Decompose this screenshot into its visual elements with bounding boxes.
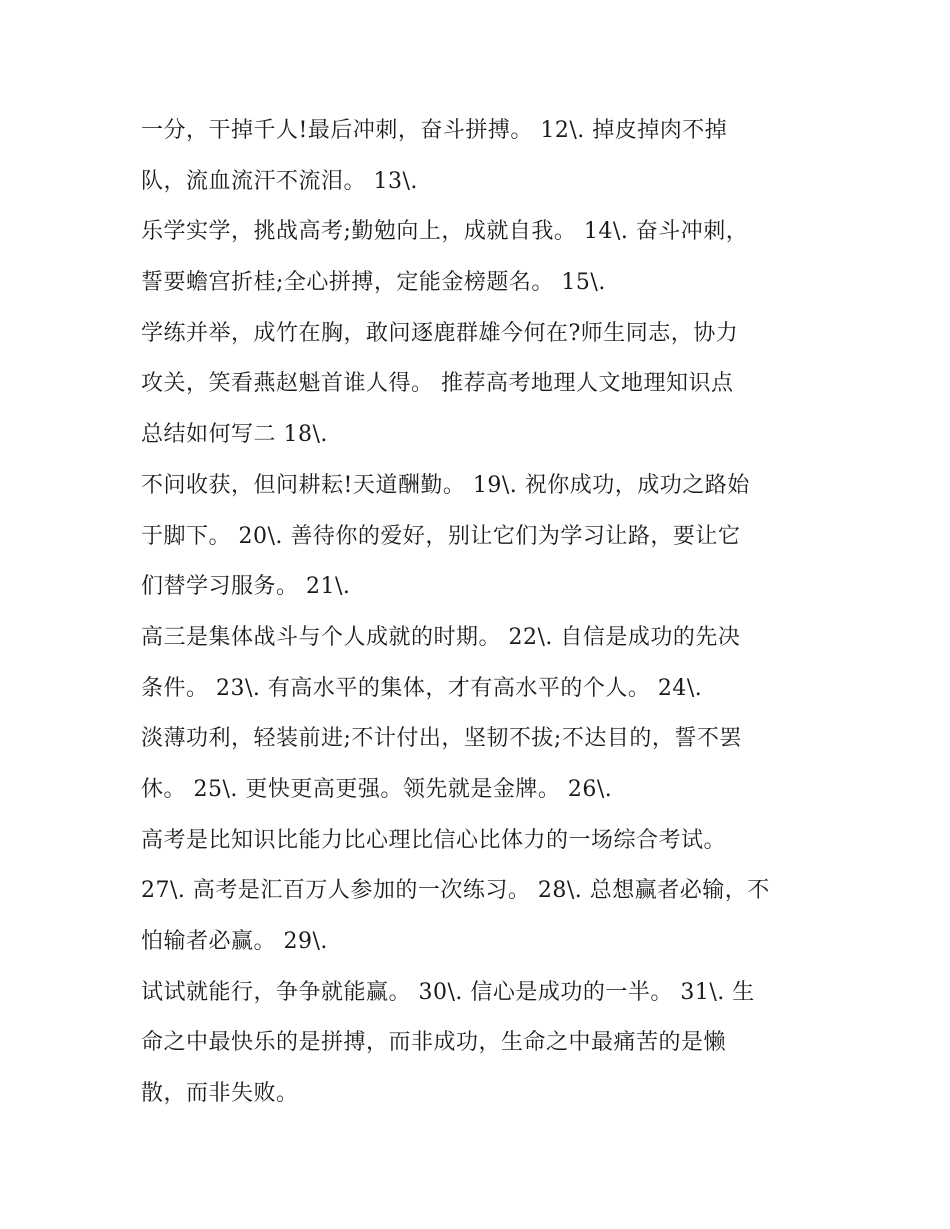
text-line: 一分，干掉千人!最后冲刺，奋斗拼搏。 12\. 掉皮掉肉不掉 — [141, 118, 728, 143]
text-line: 高三是集体战斗与个人成就的时期。 22\. 自信是成功的先决 — [141, 624, 741, 650]
text-line: 休。 25\. 更快更高更强。领先就是金牌。 26\. — [141, 776, 613, 802]
text-line: 于脚下。 20\. 善待你的爱好，别让它们为学习让路，要让它 — [141, 523, 741, 549]
text-line: 淡薄功利，轻装前进;不计付出，坚韧不拔;不达目的，誓不罢 — [141, 726, 742, 752]
text-line: 条件。 23\. 有高水平的集体，才有高水平的个人。 24\. — [141, 675, 703, 701]
text-line: 命之中最快乐的是拼搏，而非成功，生命之中最痛苦的是懒 — [141, 1030, 727, 1056]
text-line: 不问收获，但问耕耘!天道酬勤。 19\. 祝你成功，成功之路始 — [141, 472, 750, 498]
document-body — [141, 106, 841, 1120]
text-line: 高考是比知识比能力比心理比信心比体力的一场综合考试。 — [141, 827, 727, 853]
text-line: 攻关，笑看燕赵魁首谁人得。 推荐高考地理人文地理知识点 — [141, 371, 734, 397]
text-line: 散，而非失败。 — [141, 1081, 299, 1107]
text-line: 怕输者必赢。 29\. — [141, 929, 328, 954]
text-line: 队，流血流汗不流泪。 13\. — [141, 168, 418, 194]
text-line: 乐学实学，挑战高考;勤勉向上，成就自我。 14\. 奋斗冲刺， — [141, 219, 749, 245]
text-line: 誓要蟾宫折桂;全心拼搏，定能金榜题名。 15\. — [141, 270, 606, 296]
text-line: 27\. 高考是汇百万人参加的一次练习。 28\. 总想赢者必输，不 — [141, 878, 770, 904]
text-line: 试试就能行，争争就能赢。 30\. 信心是成功的一半。 31\. 生 — [141, 979, 755, 1005]
text-line: 总结如何写二 18\. — [141, 422, 328, 448]
text-line: 们替学习服务。 21\. — [141, 574, 351, 600]
text-line: 学练并举，成竹在胸，敢问逐鹿群雄今何在?师生同志，协力 — [141, 320, 739, 346]
